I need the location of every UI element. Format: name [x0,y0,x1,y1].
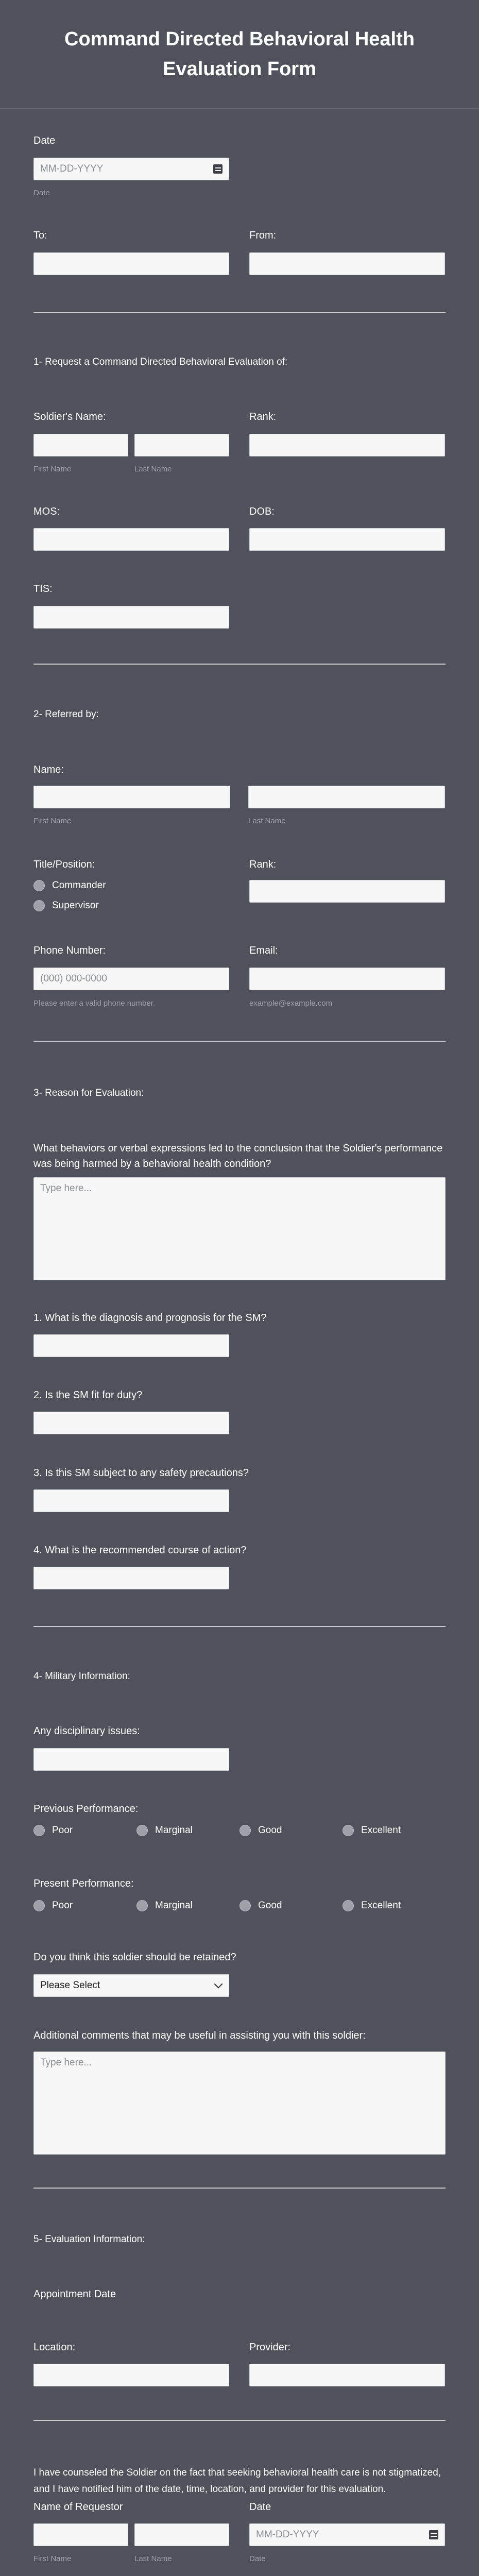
referrer-name-label: Name: [33,764,64,775]
radio-label-excellent: Excellent [361,1825,401,1836]
requestor-last-name-input[interactable] [134,2523,229,2546]
radio-button[interactable] [33,880,45,891]
question-3-label: 3. Is this SM subject to any safety precautions? [33,1467,249,1479]
soldier-rank-label: Rank: [249,411,277,422]
title-position-label: Title/Position: [33,859,95,870]
question-2-input[interactable] [33,1412,229,1434]
referrer-rank-input[interactable] [249,880,445,903]
behaviors-question: What behaviors or verbal expressions led to the conclusion that the Soldier's performance was being harmed by a behavioral health condition? [33,1143,443,1170]
divider [33,664,446,665]
question-4-label: 4. What is the recommended course of action? [33,1545,247,1556]
date-sublabel: Date [33,189,50,197]
location-input[interactable] [33,2364,229,2386]
radio-label-marginal: Marginal [155,1825,193,1836]
requestor-date-input[interactable] [249,2523,445,2546]
phone-sublabel: Please enter a valid phone number. [33,999,155,1008]
present-radio-excellent[interactable] [343,1900,401,1911]
radio-button[interactable] [33,1900,45,1911]
radio-label-supervisor: Supervisor [52,900,99,911]
comments-placeholder: Type here... [40,2057,92,2068]
phone-placeholder: (000) 000-0000 [40,973,107,984]
divider [33,2420,446,2421]
radio-button[interactable] [343,1825,354,1836]
form-title: Command Directed Behavioral Health Evaluation Form [64,28,415,80]
radio-button[interactable] [343,1900,354,1911]
divider [33,312,446,313]
referrer-first-name-sublabel: First Name [33,817,72,825]
radio-label-commander: Commander [52,880,106,891]
tis-input[interactable] [33,606,229,629]
radio-button[interactable] [239,1900,251,1911]
requestor-first-name-sublabel: First Name [33,2554,72,2563]
consent-text: I have counseled the Soldier on the fact that seeking behavioral health care is not stigmatized, and I have notified him of the date, time, location, and provider for this evaluation. [33,2467,441,2495]
radio-label-good: Good [258,1900,282,1911]
phone-input[interactable] [33,968,229,990]
disciplinary-label: Any disciplinary issues: [33,1725,140,1737]
present-radio-poor[interactable] [33,1900,73,1911]
phone-label: Phone Number: [33,945,106,956]
question-1-input[interactable] [33,1334,229,1357]
question-2-label: 2. Is the SM fit for duty? [33,1389,143,1401]
section1-heading: 1- Request a Command Directed Behavioral Evaluation of: [33,357,288,367]
referrer-first-name-input[interactable] [33,786,230,808]
email-input[interactable] [249,968,445,990]
present-radio-marginal[interactable] [136,1900,193,1911]
soldier-first-name-sublabel: First Name [33,465,72,473]
form-header [0,0,479,109]
section3-heading: 3- Reason for Evaluation: [33,1088,144,1098]
section2-heading: 2- Referred by: [33,709,99,720]
location-label: Location: [33,2342,76,2353]
provider-input[interactable] [249,2364,445,2386]
chevron-down-icon [214,1980,223,1989]
previous-radio-poor[interactable] [33,1825,73,1836]
question-4-input[interactable] [33,1567,229,1589]
requestor-date-label: Date [249,2501,271,2513]
tis-label: TIS: [33,583,53,595]
retain-select[interactable] [33,1974,229,1997]
divider [33,2188,446,2189]
radio-commander[interactable] [33,880,106,891]
mos-input[interactable] [33,528,229,551]
retain-label: Do you think this soldier should be retained? [33,1952,236,1963]
divider [33,1626,446,1627]
behaviors-placeholder: Type here... [40,1183,92,1194]
requestor-date-sublabel: Date [249,2554,266,2563]
section5-heading: 5- Evaluation Information: [33,2234,145,2245]
radio-label-good: Good [258,1825,282,1836]
comments-label: Additional comments that may be useful in assisting you with this soldier: [33,2030,366,2041]
radio-button[interactable] [136,1825,148,1836]
disciplinary-input[interactable] [33,1748,229,1771]
question-3-input[interactable] [33,1489,229,1512]
present-radio-good[interactable] [239,1900,282,1911]
previous-radio-good[interactable] [239,1825,282,1836]
requestor-date-placeholder: MM-DD-YYYY [256,2529,319,2540]
previous-radio-excellent[interactable] [343,1825,401,1836]
calendar-icon[interactable] [429,2530,438,2539]
from-input[interactable] [249,252,445,275]
comments-textarea[interactable] [33,2052,446,2155]
soldier-name-label: Soldier's Name: [33,411,106,422]
appointment-date-label: Appointment Date [33,2289,116,2300]
mos-label: MOS: [33,506,60,517]
provider-label: Provider: [249,2342,291,2353]
radio-label-excellent: Excellent [361,1900,401,1911]
soldier-last-name-input[interactable] [134,434,229,456]
requestor-last-name-sublabel: Last Name [134,2554,172,2563]
referrer-last-name-sublabel: Last Name [248,817,286,825]
email-sublabel: example@example.com [249,999,333,1008]
radio-supervisor[interactable] [33,900,99,911]
previous-performance-label: Previous Performance: [33,1803,139,1815]
requestor-first-name-input[interactable] [33,2523,128,2546]
radio-label-poor: Poor [52,1825,73,1836]
present-performance-label: Present Performance: [33,1878,134,1889]
radio-button[interactable] [33,1825,45,1836]
calendar-icon[interactable] [213,164,223,174]
radio-button[interactable] [136,1900,148,1911]
date-input[interactable] [33,158,229,180]
section4-heading: 4- Military Information: [33,1671,130,1682]
radio-button[interactable] [33,900,45,911]
question-1-label: 1. What is the diagnosis and prognosis for the SM? [33,1312,267,1324]
radio-label-marginal: Marginal [155,1900,193,1911]
behaviors-textarea[interactable] [33,1177,446,1280]
to-input[interactable] [33,252,229,275]
retain-selected-value: Please Select [40,1980,100,1991]
dob-input[interactable] [249,528,445,551]
date-placeholder: MM-DD-YYYY [40,163,104,174]
referrer-last-name-input[interactable] [248,786,445,808]
date-label: Date [33,135,56,146]
from-label: From: [249,230,277,241]
to-label: To: [33,230,47,241]
previous-radio-marginal[interactable] [136,1825,193,1836]
referrer-rank-label: Rank: [249,859,277,870]
radio-label-poor: Poor [52,1900,73,1911]
divider [33,1041,446,1042]
radio-button[interactable] [239,1825,251,1836]
soldier-rank-input[interactable] [249,434,445,456]
dob-label: DOB: [249,506,275,517]
soldier-first-name-input[interactable] [33,434,128,456]
soldier-last-name-sublabel: Last Name [134,465,172,473]
email-label: Email: [249,945,278,956]
requestor-name-label: Name of Requestor [33,2501,123,2513]
